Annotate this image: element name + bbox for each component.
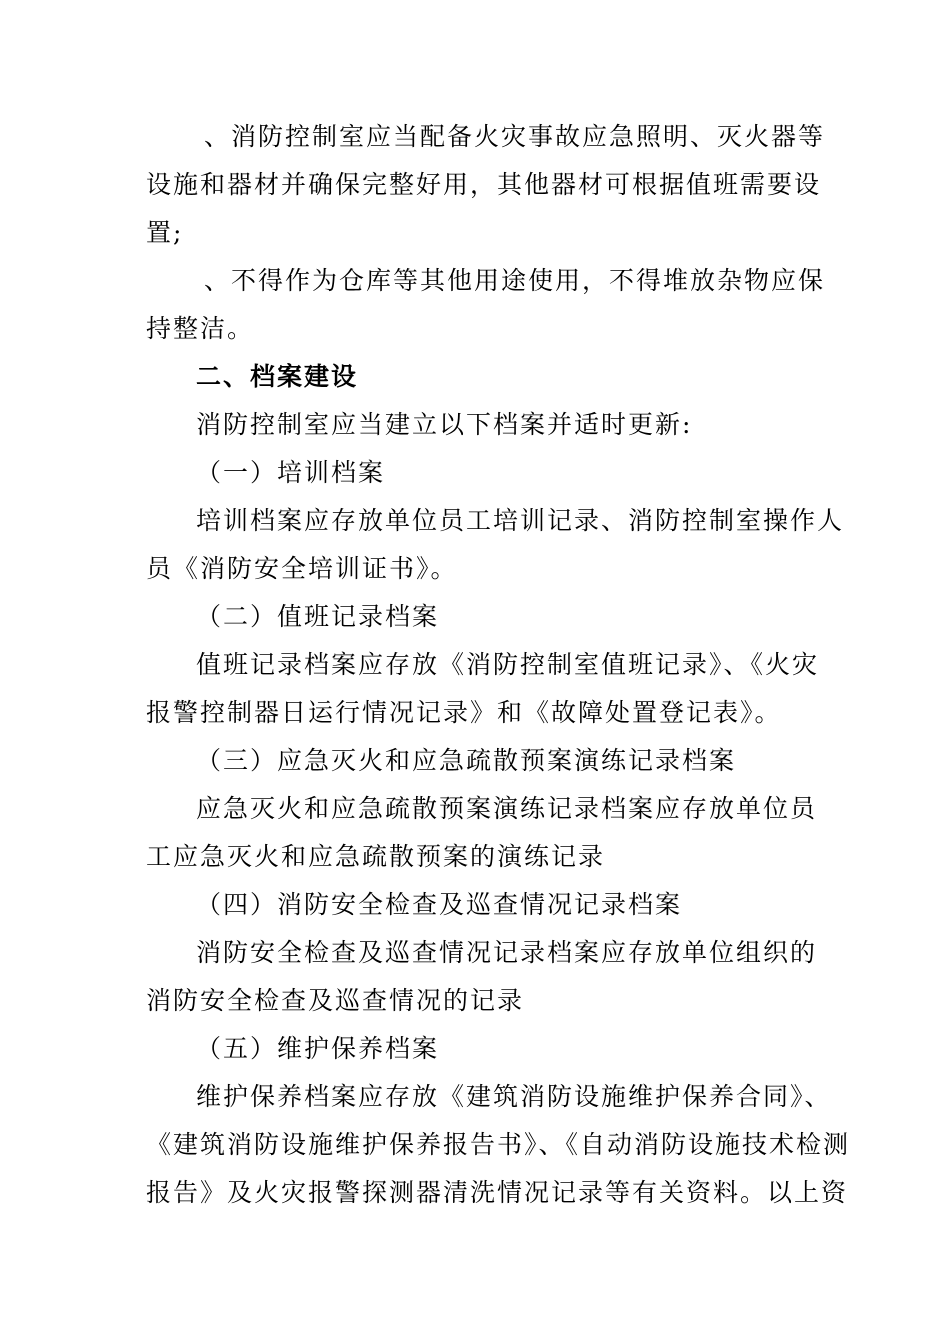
subsection-5-body-line-1: 维护保养档案应存放《建筑消防设施维护保养合同》、 <box>196 1082 832 1111</box>
subsection-4-body-line-2: 消防安全检查及巡查情况的记录 <box>146 986 525 1015</box>
subsection-title-5: （五）维护保养档案 <box>196 1034 440 1063</box>
item-b-line-1: 、不得作为仓库等其他用途使用，不得堆放杂物应保 <box>204 266 826 295</box>
subsection-1-body-line-1: 培训档案应存放单位员工培训记录、消防控制室操作人 <box>196 506 845 535</box>
section-heading: 二、档案建设 <box>196 362 359 391</box>
item-b-line-2: 持整洁。 <box>146 314 255 343</box>
section-intro: 消防控制室应当建立以下档案并适时更新: <box>196 410 693 439</box>
subsection-2-body-line-1: 值班记录档案应存放《消防控制室值班记录》、《火灾 <box>196 650 820 679</box>
item-a-line-3: 置; <box>146 218 184 247</box>
subsection-2-body-line-2: 报警控制器日运行情况记录》和《故障处置登记表》。 <box>146 698 782 727</box>
subsection-1-body-line-2: 员《消防安全培训证书》。 <box>146 554 458 583</box>
subsection-title-4: （四）消防安全检查及巡查情况记录档案 <box>196 890 683 919</box>
subsection-5-body-line-2: 《建筑消防设施维护保养报告书》、《自动消防设施技术检测 <box>146 1130 851 1159</box>
subsection-5-body-line-3: 报告》及火灾报警探测器清洗情况记录等有关资料。以上资 <box>146 1178 849 1207</box>
subsection-title-3: （三）应急灭火和应急疏散预案演练记录档案 <box>196 746 737 775</box>
subsection-3-body-line-1: 应急灭火和应急疏散预案演练记录档案应存放单位员 <box>196 794 818 823</box>
subsection-3-body-line-2: 工应急灭火和应急疏散预案的演练记录 <box>146 842 606 871</box>
subsection-title-1: （一）培训档案 <box>196 458 386 487</box>
subsection-title-2: （二）值班记录档案 <box>196 602 440 631</box>
item-a-line-2: 设施和器材并确保完整好用，其他器材可根据值班需要设 <box>146 170 822 199</box>
item-a-line-1: 、消防控制室应当配备火灾事故应急照明、灭火器等 <box>204 122 826 151</box>
subsection-4-body-line-1: 消防安全检查及巡查情况记录档案应存放单位组织的 <box>196 938 818 967</box>
